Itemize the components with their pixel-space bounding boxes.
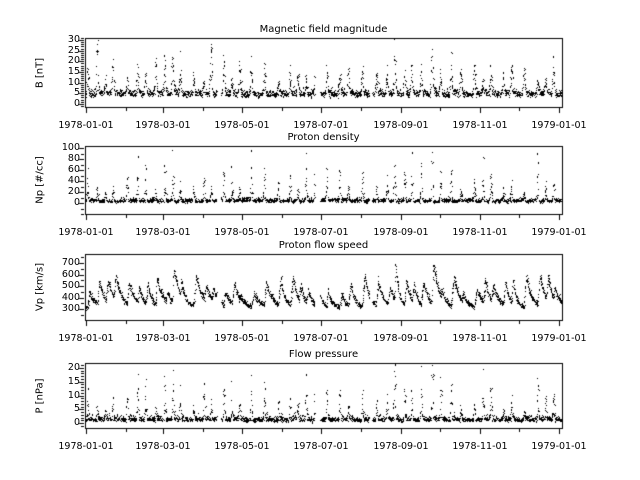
x-tick-label: 1979-01-01 [531,227,587,238]
y-tick-label: 40 [67,175,80,186]
x-tick-label: 1978-11-01 [452,120,508,131]
x-tick-label: 1978-05-01 [214,120,270,131]
y-tick-label: 20 [67,186,80,197]
x-tick-label: 1978-09-01 [373,441,429,452]
y-tick-label: 0 [73,98,80,109]
x-tick-label: 1978-05-01 [214,227,270,238]
x-tick-label: 1978-01-01 [58,120,114,131]
x-tick-label: 1979-01-01 [531,333,587,344]
panel-4-title: Flow pressure [288,349,359,360]
panel-2-title: Proton density [287,132,360,143]
y-tick-label: 5 [73,403,80,414]
x-tick-label: 1978-09-01 [373,333,429,344]
x-tick-label: 1979-01-01 [531,441,587,452]
x-tick-label: 1978-07-01 [293,333,349,344]
x-tick-label: 1978-11-01 [452,227,508,238]
x-tick-label: 1978-09-01 [373,120,429,131]
y-tick-label: 80 [67,153,80,164]
x-tick-label: 1979-01-01 [531,120,587,131]
panel-4-yaxis-label: P [nPa] [34,377,46,414]
x-tick-label: 1978-01-01 [58,333,114,344]
y-tick-label: 500 [61,280,80,291]
y-tick-label: 100 [61,142,80,153]
y-tick-label: 25 [67,45,80,56]
y-tick-label: 0 [73,417,80,428]
x-tick-label: 1978-07-01 [293,227,349,238]
panel-3-title: Proton flow speed [278,240,369,251]
panel-3-yaxis-label: Vp [km/s] [34,262,46,312]
x-tick-label: 1978-03-01 [135,227,191,238]
x-tick-label: 1978-03-01 [135,441,191,452]
y-tick-label: 20 [67,362,80,373]
x-tick-label: 1978-11-01 [452,333,508,344]
y-tick-label: 10 [67,77,80,88]
x-tick-label: 1978-07-01 [293,120,349,131]
x-tick-label: 1978-05-01 [214,333,270,344]
x-tick-label: 1978-07-01 [293,441,349,452]
x-tick-label: 1978-03-01 [135,333,191,344]
x-tick-label: 1978-05-01 [214,441,270,452]
y-tick-label: 30 [67,34,80,45]
y-tick-label: 10 [67,390,80,401]
x-tick-label: 1978-01-01 [58,441,114,452]
x-tick-label: 1978-03-01 [135,120,191,131]
y-tick-label: 300 [61,303,80,314]
y-tick-label: 400 [61,292,80,303]
x-tick-label: 1978-01-01 [58,227,114,238]
x-tick-label: 1978-09-01 [373,227,429,238]
y-tick-label: 700 [61,257,80,268]
panel-1-yaxis-label: B [nT] [34,57,46,88]
y-tick-label: 15 [67,66,80,77]
y-tick-label: 5 [73,87,80,98]
panel-2-yaxis-label: Np [#/cc] [34,156,46,204]
y-tick-label: 60 [67,164,80,175]
y-tick-label: 600 [61,269,80,280]
y-tick-label: 20 [67,55,80,66]
x-tick-label: 1978-11-01 [452,441,508,452]
panel-1-title: Magnetic field magnitude [259,24,388,35]
y-tick-label: 0 [73,197,80,208]
y-tick-label: 15 [67,376,80,387]
